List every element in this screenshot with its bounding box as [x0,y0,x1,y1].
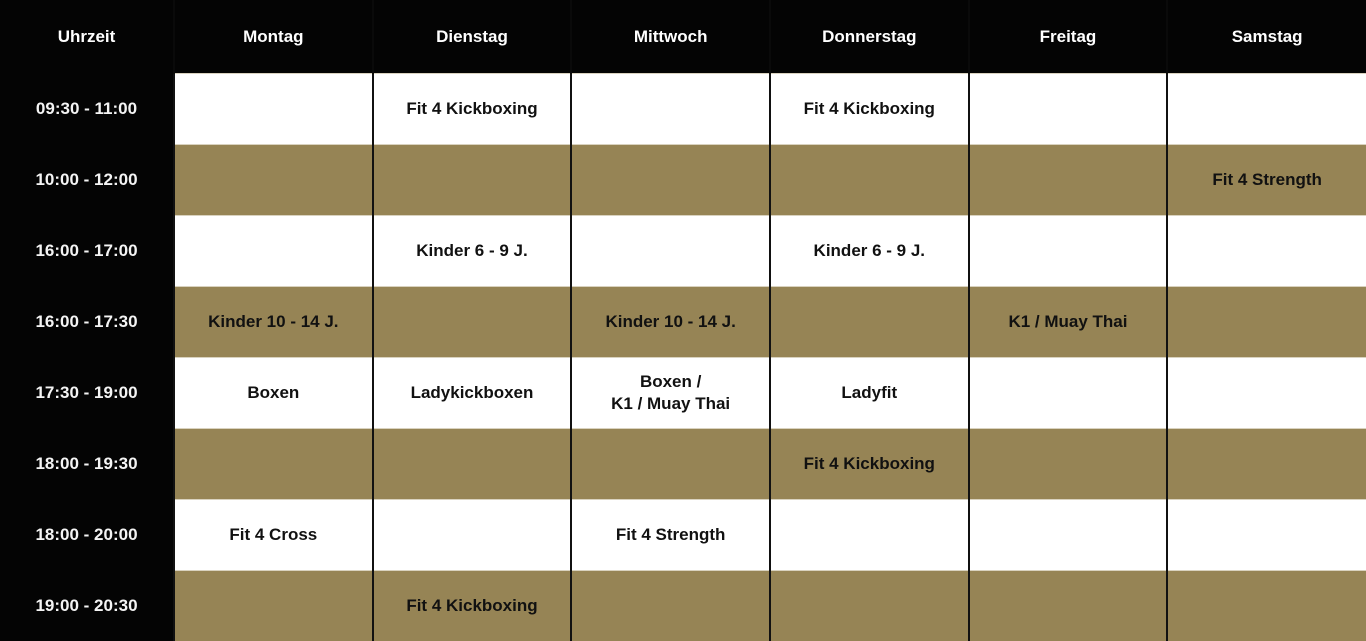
header-day-friday: Freitag [969,0,1168,74]
header-day-tuesday: Dienstag [373,0,572,74]
class-cell [174,429,373,500]
time-slot: 09:30 - 11:00 [0,74,174,145]
class-cell [969,74,1168,145]
class-cell [1167,571,1366,641]
time-slot: 10:00 - 12:00 [0,145,174,216]
class-cell [969,571,1168,641]
time-slot: 16:00 - 17:00 [0,216,174,287]
table-row [0,358,1366,429]
class-cell [571,571,770,641]
class-cell: Kinder 6 - 9 J. [770,216,969,287]
class-cell: Kinder 6 - 9 J. [373,216,572,287]
class-cell [571,429,770,500]
class-cell [373,145,572,216]
class-cell [373,500,572,571]
class-cell [969,500,1168,571]
class-cell [969,429,1168,500]
class-cell: Kinder 10 - 14 J. [571,287,770,358]
header-day-wednesday: Mittwoch [571,0,770,74]
class-cell: Fit 4 Strength [571,500,770,571]
table-row [0,216,1366,287]
class-cell: Boxen [174,358,373,429]
class-cell [571,358,770,429]
table-row [0,287,1366,358]
class-cell [1167,429,1366,500]
header-time: Uhrzeit [0,0,174,74]
time-slot: 18:00 - 19:30 [0,429,174,500]
class-cell [571,145,770,216]
class-cell [373,429,572,500]
class-cell [174,216,373,287]
class-cell: Fit 4 Kickboxing [770,429,969,500]
table-row [0,500,1366,571]
class-cell: Fit 4 Kickboxing [373,571,572,641]
class-cell: K1 / Muay Thai [969,287,1168,358]
class-cell: Kinder 10 - 14 J. [174,287,373,358]
class-cell [373,287,572,358]
time-slot: 18:00 - 20:00 [0,500,174,571]
class-cell [174,571,373,641]
class-cell [969,358,1168,429]
class-cell [1167,500,1366,571]
class-cell: Fit 4 Kickboxing [770,74,969,145]
class-cell [571,216,770,287]
class-cell: Fit 4 Kickboxing [373,74,572,145]
class-cell [1167,74,1366,145]
class-line-1: Boxen / [572,371,769,393]
table-row [0,429,1366,500]
table-row [0,571,1366,641]
header-day-thursday: Donnerstag [770,0,969,74]
class-cell [174,74,373,145]
class-cell [174,145,373,216]
class-cell [969,216,1168,287]
time-slot: 16:00 - 17:30 [0,287,174,358]
class-cell [571,74,770,145]
class-cell: Ladykickboxen [373,358,572,429]
class-cell: Fit 4 Strength [1167,145,1366,216]
class-cell [770,571,969,641]
class-cell: Ladyfit [770,358,969,429]
class-cell [770,500,969,571]
time-slot: 17:30 - 19:00 [0,358,174,429]
class-cell [1167,287,1366,358]
class-cell [1167,358,1366,429]
class-cell [770,145,969,216]
class-cell [969,145,1168,216]
header-day-saturday: Samstag [1167,0,1366,74]
class-cell: Fit 4 Cross [174,500,373,571]
header-day-monday: Montag [174,0,373,74]
table-row [0,74,1366,145]
class-cell [770,287,969,358]
class-line-2: K1 / Muay Thai [572,393,769,415]
header-row [0,0,1366,74]
class-cell [1167,216,1366,287]
table-row [0,145,1366,216]
time-slot: 19:00 - 20:30 [0,571,174,641]
